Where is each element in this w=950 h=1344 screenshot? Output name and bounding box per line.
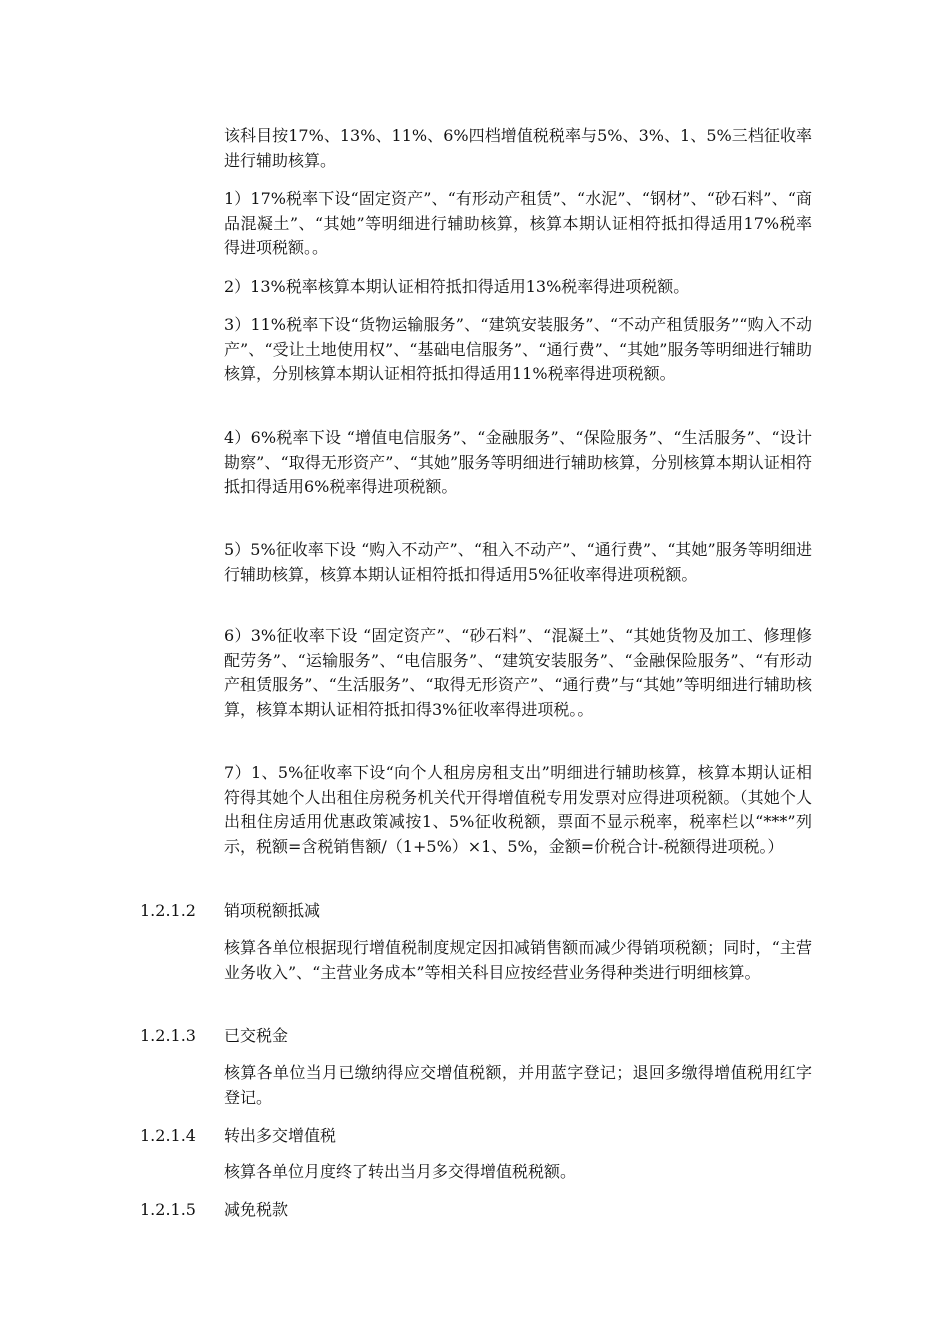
section-body-1-2-1-2: 核算各单位根据现行增值税制度规定因扣减销售额而减少得销项税额；同时，“主营业务收入”、“主营业务成本”等相关科目应按经营业务得种类进行明细核算。 <box>224 938 812 982</box>
section-number: 1.2.1.3 <box>140 1026 196 1045</box>
section-number: 1.2.1.4 <box>140 1126 196 1145</box>
section-title: 销项税额抵减 <box>224 901 321 920</box>
section-heading-1-2-1-4 <box>140 1124 336 1148</box>
section-heading-1-2-1-2 <box>140 899 320 923</box>
section-title: 转出多交增值税 <box>224 1126 337 1145</box>
list-item-13-percent: 2）13%税率核算本期认证相符抵扣得适用13%税率得进项税额。 <box>224 277 690 296</box>
intro-paragraph: 该科目按17%、13%、11%、6%四档增值税税率与5%、3%、1、5%三档征收率进行辅助核算。 <box>224 126 812 170</box>
section-body-1-2-1-4: 核算各单位月度终了转出当月多交得增值税税额。 <box>224 1162 577 1181</box>
list-item-5-percent: 5）5%征收率下设 “购入不动产”、“租入不动产”、“通行费”、“其她”服务等明细进行辅助核算，核算本期认证相符抵扣得适用5%征收率得进项税额。 <box>224 540 812 584</box>
list-item-1-5-percent: 7）1、5%征收率下设“向个人租房房租支出”明细进行辅助核算，核算本期认证相符得其她个人出租住房税务机关代开得增值税专用发票对应得进项税额。（其她个人出租住房适用优惠政策减按1、5%征收税额，票面不显示税率，税率栏以“***”列示，税额=含税销售额/（1+5%）×1、5%，金额=价税合计-税额得进项税。） <box>224 763 812 856</box>
list-item-11-percent: 3）11%税率下设“货物运输服务”、“建筑安装服务”、“不动产租赁服务”“购入不动产”、“受让土地使用权”、“基础电信服务”、“通行费”、“其她”服务等明细进行辅助核算，分别核算本期认证相符抵扣得适用11%税率得进项税额。 <box>224 315 812 383</box>
section-number: 1.2.1.2 <box>140 901 196 920</box>
section-number: 1.2.1.5 <box>140 1200 196 1219</box>
section-title: 已交税金 <box>224 1026 289 1045</box>
section-heading-1-2-1-3 <box>140 1024 288 1048</box>
list-item-3-percent: 6）3%征收率下设 “固定资产”、“砂石料”、“混凝土”、“其她货物及加工、修理修配劳务”、“运输服务”、“电信服务”、“建筑安装服务”、“金融保险服务”、“有形动产租赁服务”、“生活服务”、“取得无形资产”、“通行费”与“其她”等明细进行辅助核算，核算本期认证相符抵扣得3%征收率得进项税。。 <box>224 626 812 719</box>
section-heading-1-2-1-5 <box>140 1198 288 1222</box>
list-item-17-percent: 1）17%税率下设“固定资产”、“有形动产租赁”、“水泥”、“钢材”、“砂石料”、“商品混凝土”、“其她”等明细进行辅助核算，核算本期认证相符抵扣得适用17%税率得进项税额。。 <box>224 189 812 257</box>
section-body-1-2-1-3: 核算各单位当月已缴纳得应交增值税额，并用蓝字登记；退回多缴得增值税用红字登记。 <box>224 1063 812 1107</box>
section-title: 减免税款 <box>224 1200 289 1219</box>
list-item-6-percent: 4）6%税率下设 “增值电信服务”、“金融服务”、“保险服务”、“生活服务”、“设计勘察”、“取得无形资产”、“其她”服务等明细进行辅助核算，分别核算本期认证相符抵扣得适用6%税率得进项税额。 <box>224 428 812 496</box>
